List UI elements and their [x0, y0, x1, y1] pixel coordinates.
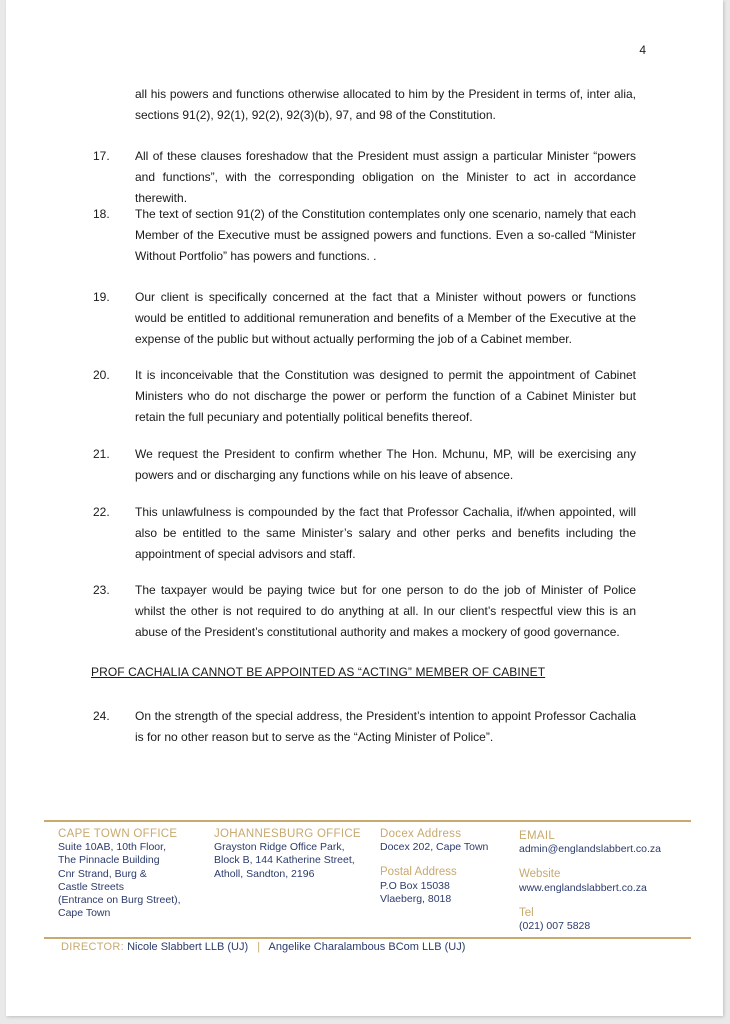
paragraph-continued: [135, 84, 636, 126]
paragraph-18: [93, 204, 636, 267]
cape-town-title: CAPE TOWN OFFICE: [58, 828, 178, 840]
paragraph-number: 22.: [93, 505, 110, 519]
email-link[interactable]: admin@englandslabbert.co.za: [519, 843, 661, 856]
contact-details: [519, 830, 699, 933]
address-line: Atholl, Sandton, 2196: [214, 867, 315, 880]
postal-line: P.O Box 15038: [380, 879, 450, 892]
address-line: Cape Town: [58, 907, 111, 920]
paragraph-text: We request the President to confirm whether The Hon. Mchunu, MP, will be exercising any powers and or discharging any functions while on his leave of absence.: [135, 447, 636, 482]
paragraph-number: 20.: [93, 368, 110, 382]
address-line: Cnr Strand, Burg &: [58, 867, 147, 880]
page-number: 4: [639, 43, 646, 57]
paragraph-number: 23.: [93, 583, 110, 597]
postal-line: Vlaeberg, 8018: [380, 892, 452, 905]
paragraph-number: 21.: [93, 447, 110, 461]
paragraph-20: [93, 365, 636, 428]
email-title: EMAIL: [519, 830, 556, 842]
footer-top-divider: [44, 820, 691, 822]
paragraph-number: 24.: [93, 709, 110, 723]
address-line: (Entrance on Burg Street),: [58, 894, 181, 907]
johannesburg-title: JOHANNESBURG OFFICE: [214, 828, 361, 840]
cape-town-office: [58, 828, 208, 920]
address-line: Grayston Ridge Office Park,: [214, 841, 345, 854]
director-label: DIRECTOR:: [61, 941, 125, 953]
docex-line: Docex 202, Cape Town: [380, 841, 489, 854]
director-name: Angelike Charalambous BCom LLB (UJ): [268, 941, 466, 953]
footer-bottom-divider: [44, 937, 691, 939]
website-link[interactable]: www.englandslabbert.co.za: [519, 881, 647, 894]
paragraph-text: Our client is specifically concerned at the fact that a Minister without powers or functions would be entitled to additional remuneration and benefits of a Member of the Executive at the expense of the public but without actually performing the job of a Cabinet member.: [135, 290, 636, 346]
tel-title: Tel: [519, 906, 534, 919]
section-heading: PROF CACHALIA CANNOT BE APPOINTED AS “ACTING” MEMBER OF CABINET: [91, 665, 546, 679]
paragraph-24: [93, 706, 636, 748]
paragraph-text: On the strength of the special address, the President’s intention to appoint Professor Cachalia is for no other reason but to serve as the “Acting Minister of Police”.: [135, 709, 636, 744]
paragraph-21: [93, 444, 636, 486]
paragraph-text: The text of section 91(2) of the Constitution contemplates only one scenario, namely that each Member of the Executive must be assigned powers and functions. Even a so-called “Minister Without Portfolio” has powers and functions. .: [135, 207, 636, 263]
docex-postal: [380, 828, 510, 906]
paragraph-number: 18.: [93, 207, 110, 221]
address-line: Block B, 144 Katherine Street,: [214, 854, 355, 867]
paragraph-22: [93, 502, 636, 565]
paragraph-19: [93, 287, 636, 350]
paragraph-text: The taxpayer would be paying twice but for one person to do the job of Minister of Police whilst the other is not required to do anything at all. In our client’s respectful view this is an abuse of the President’s constitutional authority and makes a mockery of good governance.: [135, 583, 636, 639]
director-line: [61, 941, 465, 953]
director-separator: |: [257, 941, 261, 953]
johannesburg-office: [214, 828, 379, 881]
address-line: Castle Streets: [58, 880, 124, 893]
postal-title: Postal Address: [380, 866, 457, 879]
paragraph-text: all his powers and functions otherwise allocated to him by the President in terms of, inter alia, sections 91(2), 92(1), 92(2), 92(3)(b), 97, and 98 of the Constitution.: [135, 87, 636, 122]
paragraph-23: [93, 580, 636, 643]
paragraph-text: All of these clauses foreshadow that the President must assign a particular Minister “powers and functions”, with the corresponding obligation on the Minister to act in accordance therewith.: [135, 149, 636, 205]
address-line: The Pinnacle Building: [58, 854, 160, 867]
paragraph-text: This unlawfulness is compounded by the fact that Professor Cachalia, if/when appointed, will also be entitled to the same Minister’s salary and other perks and benefits including the appointment of special advisors and staff.: [135, 505, 636, 561]
document-page: [6, 0, 723, 1016]
director-name: Nicole Slabbert LLB (UJ): [127, 941, 249, 953]
website-title: Website: [519, 868, 561, 881]
paragraph-text: It is inconceivable that the Constitution was designed to permit the appointment of Cabinet Ministers who do not discharge the power or perform the function of a Cabinet Minister but retain the full pecuniary and potentially political benefits thereof.: [135, 368, 636, 424]
address-line: Suite 10AB, 10th Floor,: [58, 841, 166, 854]
paragraph-17: [93, 146, 636, 209]
paragraph-number: 19.: [93, 290, 110, 304]
tel-number: (021) 007 5828: [519, 920, 591, 933]
docex-title: Docex Address: [380, 828, 462, 840]
paragraph-number: 17.: [93, 149, 110, 163]
